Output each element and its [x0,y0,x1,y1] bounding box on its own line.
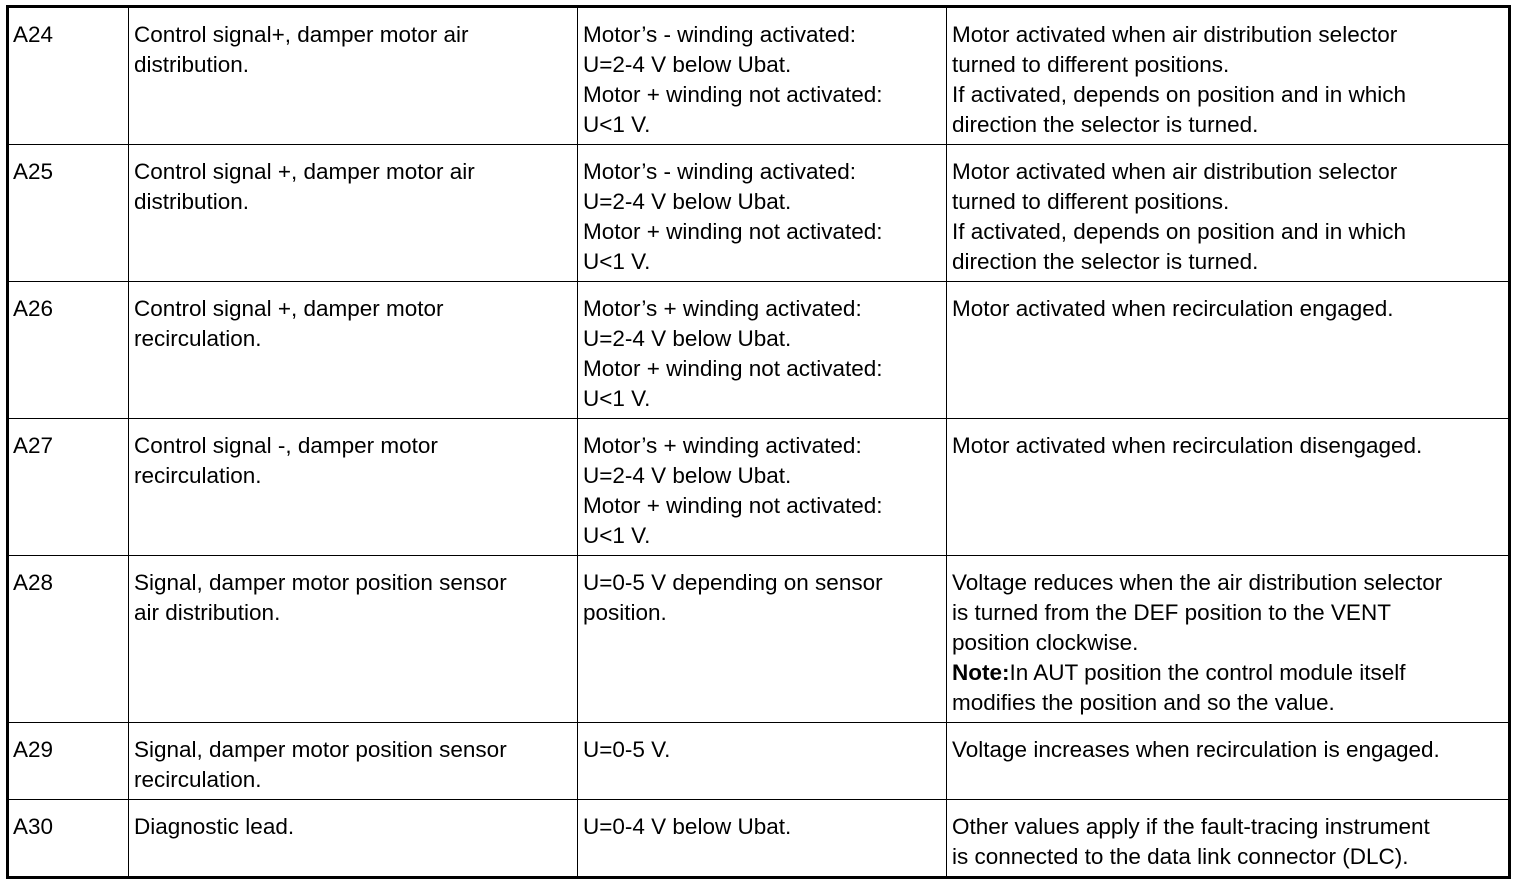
value-cell: U=0-4 V below Ubat. [578,800,947,878]
pin-cell: A29 [8,723,129,800]
comment-cell: Motor activated when air distribution selector turned to different positions. If activated, depends on position and in which direction the selector is turned. [947,145,1510,282]
comment-cell: Other values apply if the fault-tracing instrument is connected to the data link connector (DLC). [947,800,1510,878]
table-row [8,282,1510,419]
description-cell: Control signal+, damper motor air distribution. [129,7,578,145]
table-row [8,800,1510,878]
description-cell: Signal, damper motor position sensor air distribution. [129,556,578,723]
note-label: Note: [952,660,1010,685]
pin-cell: A25 [8,145,129,282]
table-row [8,723,1510,800]
value-cell: Motor’s + winding activated: U=2-4 V below Ubat. Motor + winding not activated: U<1 V. [578,419,947,556]
value-cell: U=0-5 V. [578,723,947,800]
table-row [8,556,1510,723]
comment-cell: Voltage increases when recirculation is engaged. [947,723,1510,800]
description-cell: Control signal +, damper motor air distribution. [129,145,578,282]
description-cell: Control signal -, damper motor recirculation. [129,419,578,556]
pin-table [6,5,1511,879]
pin-cell: A27 [8,419,129,556]
value-cell: Motor’s - winding activated: U=2-4 V below Ubat. Motor + winding not activated: U<1 V. [578,145,947,282]
pin-cell: A26 [8,282,129,419]
table-row [8,145,1510,282]
value-cell: Motor’s - winding activated: U=2-4 V below Ubat. Motor + winding not activated: U<1 V. [578,7,947,145]
description-cell: Control signal +, damper motor recirculation. [129,282,578,419]
pin-cell: A28 [8,556,129,723]
comment-cell: Voltage reduces when the air distribution selector is turned from the DEF position to the VENT position clockwise. Note:In AUT position the control module itself modifies the position and so the value. [947,556,1510,723]
pin-cell: A30 [8,800,129,878]
value-cell: U=0-5 V depending on sensor position. [578,556,947,723]
note-line: Note:In AUT position the control module itself [952,660,1406,685]
value-cell: Motor’s + winding activated: U=2-4 V below Ubat. Motor + winding not activated: U<1 V. [578,282,947,419]
description-cell: Diagnostic lead. [129,800,578,878]
comment-cell: Motor activated when recirculation disengaged. [947,419,1510,556]
description-cell: Signal, damper motor position sensor recirculation. [129,723,578,800]
comment-cell: Motor activated when recirculation engaged. [947,282,1510,419]
pin-cell: A24 [8,7,129,145]
table-row [8,7,1510,145]
table-row [8,419,1510,556]
comment-cell: Motor activated when air distribution selector turned to different positions. If activated, depends on position and in which direction the selector is turned. [947,7,1510,145]
